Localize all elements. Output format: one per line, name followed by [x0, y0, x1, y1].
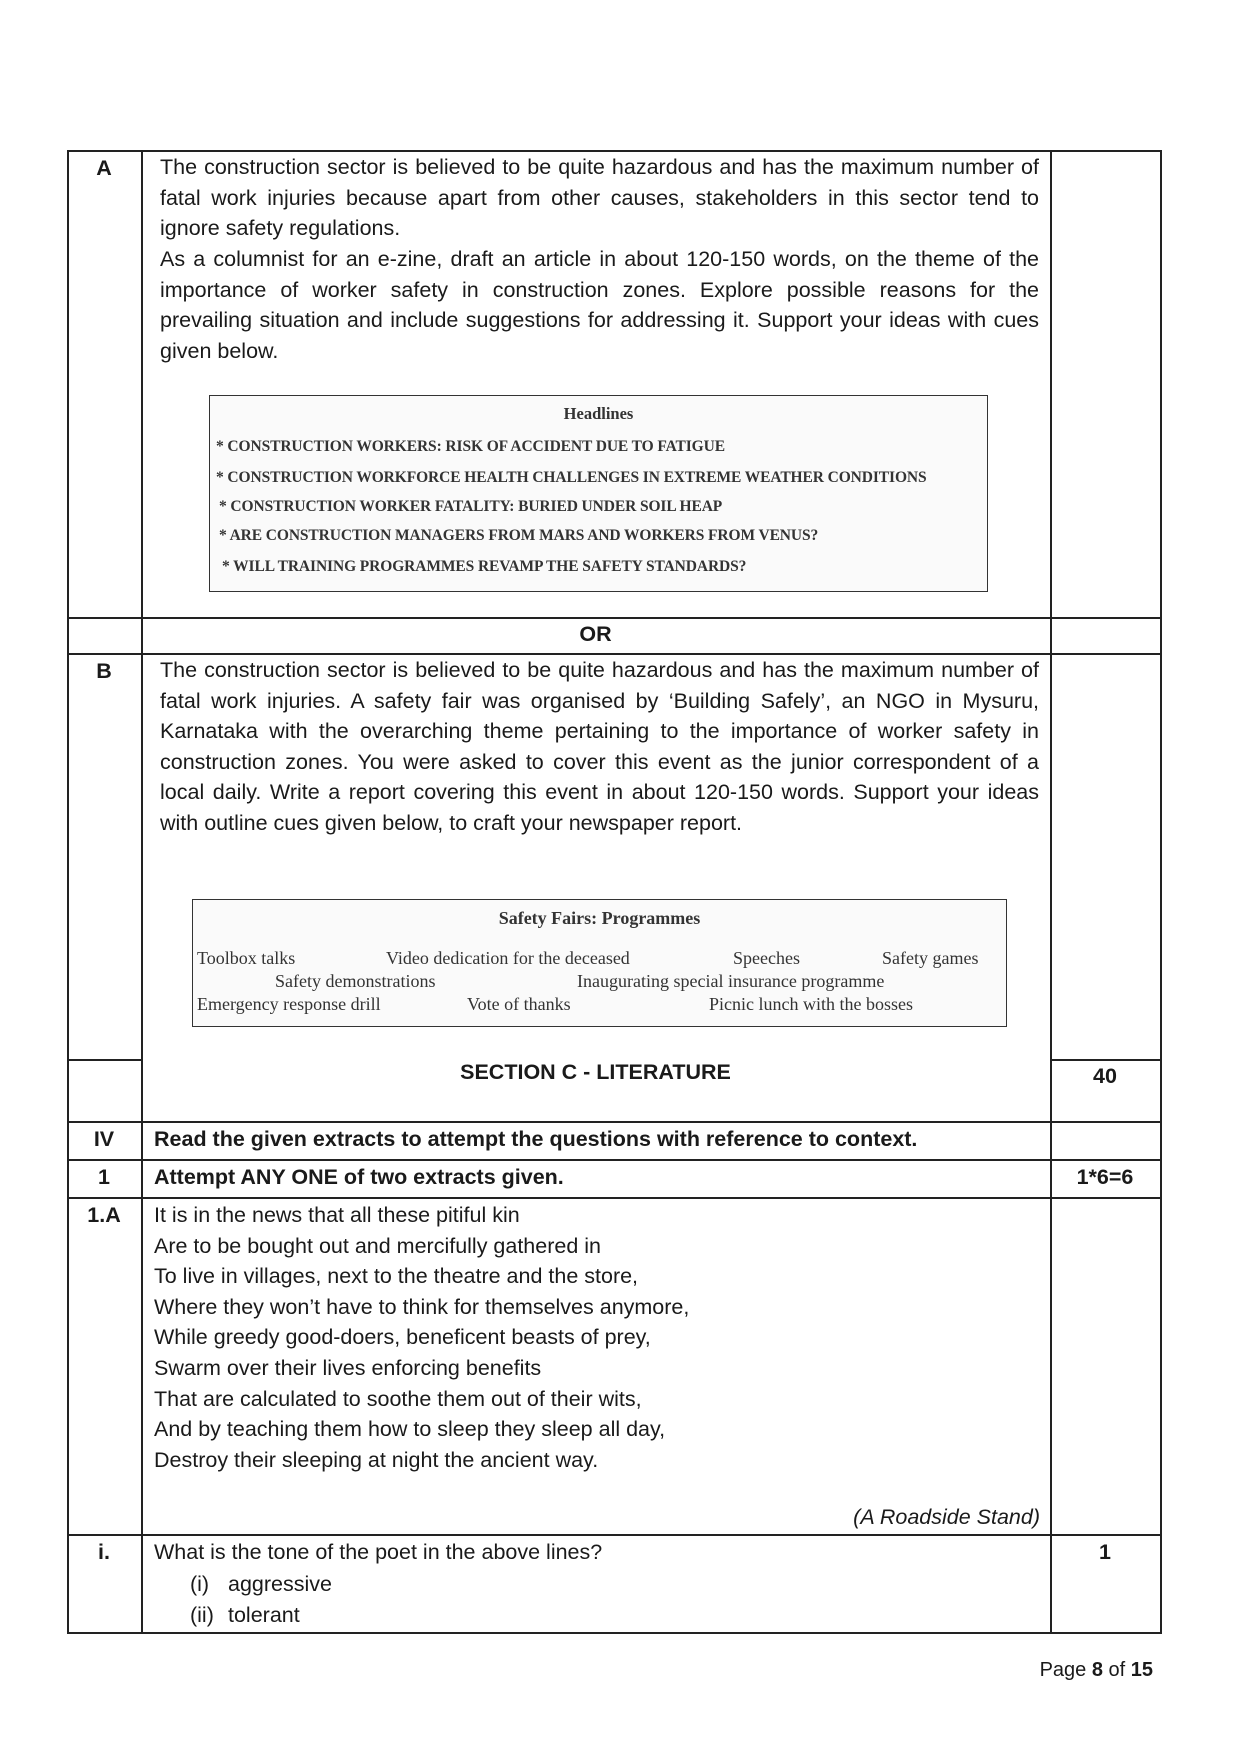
q1-marks: 1*6=6 [1076, 1165, 1134, 1189]
poem-line: And by teaching them how to sleep they sleep all day, [154, 1417, 666, 1442]
section-c-title: SECTION C - LITERATURE [460, 1060, 731, 1084]
headline-item: * CONSTRUCTION WORKER FATALITY: BURIED UNDER SOIL HEAP [219, 498, 723, 515]
question-a-label: A [96, 156, 112, 180]
programme-item: Safety demonstrations [275, 971, 436, 991]
question-a-paragraph-1: The construction sector is believed to be quite hazardous and has the maximum number of fatal work injuries because apart from other causes, stakeholders in this sector tend to ignore safety regulations. [160, 155, 1039, 240]
poem-line: That are calculated to soothe them out of their wits, [154, 1386, 642, 1411]
section-c-marks: 40 [1093, 1064, 1117, 1088]
programme-item: Picnic lunch with the bosses [709, 994, 913, 1014]
programme-item: Video dedication for the deceased [386, 948, 630, 968]
programmes-title: Safety Fairs: Programmes [498, 908, 701, 928]
question-b-paragraph: The construction sector is believed to be quite hazardous and has the maximum number of fatal work injuries. A safety fair was organised by ‘Building Safely’, an NGO in Mysuru, Karnataka with the overarching theme pertaining to the importance of worker safety in construction zones. You were asked to cover this event as the junior correspondent of a local daily. Write a report covering this event in about 120-150 words. Support your ideas with outline cues given below, to craft your newspaper report. [160, 658, 1039, 835]
extract-1a-label: 1.A [87, 1203, 121, 1227]
poem-line: Destroy their sleeping at night the ancient way. [154, 1447, 599, 1472]
headlines-title: Headlines [563, 404, 634, 423]
poem-line: Swarm over their lives enforcing benefits [154, 1355, 542, 1380]
programme-item: Vote of thanks [467, 994, 571, 1014]
headline-item: * CONSTRUCTION WORKFORCE HEALTH CHALLENGES IN EXTREME WEATHER CONDITIONS [216, 469, 927, 486]
option-text: aggressive [228, 1572, 332, 1596]
programme-item: Safety games [882, 948, 979, 968]
extract-source: (A Roadside Stand) [853, 1505, 1040, 1529]
headline-item: * WILL TRAINING PROGRAMMES REVAMP THE SAFETY STANDARDS? [222, 558, 747, 575]
total-pages: 15 [1130, 1659, 1153, 1681]
poem-line: Are to be bought out and mercifully gathered in [154, 1233, 602, 1258]
programme-item: Speeches [733, 948, 800, 968]
poem-line: To live in villages, next to the theatre and the store, [154, 1264, 639, 1289]
headlines-cue-box [209, 395, 988, 592]
current-page: 8 [1091, 1659, 1103, 1681]
page-of: of [1102, 1659, 1131, 1681]
programme-item: Emergency response drill [197, 994, 381, 1014]
question-i-marks: 1 [1099, 1540, 1111, 1564]
poem-line: While greedy good-doers, beneficent beasts of prey, [154, 1325, 651, 1350]
question-b-label: B [96, 659, 112, 683]
page-number [1040, 1659, 1153, 1682]
option-number: (i) [190, 1572, 210, 1596]
extract-poem [154, 1200, 1034, 1475]
or-divider: OR [579, 622, 612, 646]
headline-item: * ARE CONSTRUCTION MANAGERS FROM MARS AND WORKERS FROM VENUS? [219, 527, 819, 544]
question-a-paragraph-2: As a columnist for an e-zine, draft an article in about 120-150 words, on the theme of the importance of worker safety in construction zones. Explore possible reasons for the prevailing situation and include suggestions for addressing it. Support your ideas with cues given below. [160, 247, 1039, 363]
programme-item: Inaugurating special insurance programme [577, 971, 885, 991]
headline-item: * CONSTRUCTION WORKERS: RISK OF ACCIDENT DUE TO FATIGUE [216, 438, 725, 455]
q1-instruction: Attempt ANY ONE of two extracts given. [154, 1165, 564, 1189]
question-i-text: What is the tone of the poet in the above lines? [154, 1540, 603, 1564]
poem-line: Where they won’t have to think for themselves anymore, [154, 1294, 690, 1319]
option-number: (ii) [190, 1603, 214, 1627]
page-prefix: Page [1039, 1659, 1092, 1681]
part-iv-label: IV [93, 1127, 115, 1151]
question-i-label: i. [98, 1540, 110, 1564]
poem-line: It is in the news that all these pitiful kin [154, 1203, 520, 1227]
q1-label: 1 [98, 1165, 110, 1189]
programmes-cue-box [192, 899, 1007, 1027]
option-text: tolerant [228, 1603, 300, 1627]
programme-item: Toolbox talks [197, 948, 296, 968]
part-iv-instruction: Read the given extracts to attempt the questions with reference to context. [154, 1127, 918, 1151]
